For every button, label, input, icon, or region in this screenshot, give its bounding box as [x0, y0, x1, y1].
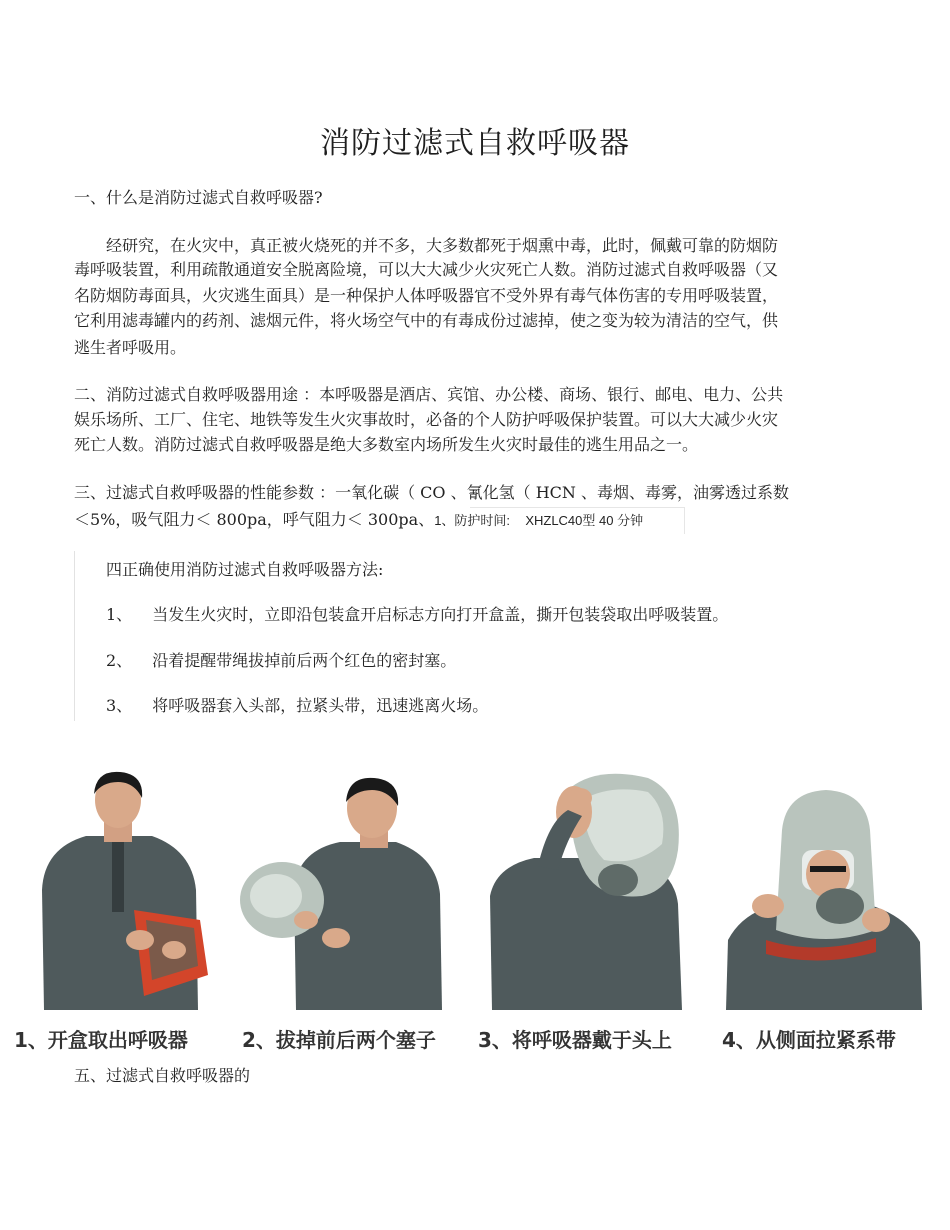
- photo-tighten-straps: [726, 770, 922, 1010]
- divider: [470, 507, 684, 508]
- step-item: [106, 649, 456, 673]
- photo-caption: 1、开盒取出呼吸器: [14, 1028, 188, 1052]
- step-number: 1、: [106, 605, 133, 624]
- protection-time-label: 1、防护时间:: [434, 513, 511, 528]
- section1-line: 毒呼吸装置，利用疏散通道安全脱离险境，可以大大减少火灾死亡人数。消防过滤式自救呼吸器（又: [74, 260, 779, 279]
- step-number: 3、: [106, 696, 133, 715]
- divider: [74, 551, 75, 721]
- step-number: 2、: [106, 651, 133, 670]
- section3-line: 三、过滤式自救呼吸器的性能参数 ：一氧化碳（ CO 、氰化氢（ HCN 、毒烟、毒雾，油雾透过系数: [74, 483, 789, 502]
- photo-put-on-hood: [478, 770, 690, 1010]
- protection-time-value: XHZLC40型 40 分钟: [525, 513, 644, 528]
- divider: [684, 507, 685, 534]
- step-text: 沿着提醒带绳拔掉前后两个红色的密封塞。: [152, 651, 457, 670]
- section1-heading: 一、什么是消防过滤式自救呼吸器?: [74, 188, 323, 207]
- usage-photo-strip: [0, 770, 950, 1020]
- step-text: 当发生火灾时，立即沿包装盒开启标志方向打开盒盖，撕开包装袋取出呼吸装置。: [152, 605, 729, 624]
- section1-line: 逃生者呼吸用。: [74, 338, 187, 357]
- step-text: 将呼吸器套入头部，拉紧头带，迅速逃离火场。: [152, 696, 489, 715]
- section3-params: ＜5%，吸气阻力＜ 800pa，呼气阻力＜ 300pa、: [74, 510, 435, 529]
- photo-caption: 3、将呼吸器戴于头上: [478, 1028, 672, 1052]
- photo-remove-plugs: [236, 770, 448, 1010]
- section1-line: 名防烟防毒面具，火灾逃生面具）是一种保护人体呼吸器官不受外界有毒气体伤害的专用呼吸装置，: [74, 286, 779, 305]
- step-item: [106, 694, 488, 718]
- photo-caption: 2、拔掉前后两个塞子: [242, 1028, 436, 1052]
- section1-line: 它利用滤毒罐内的药剂、滤烟元件，将火场空气中的有毒成份过滤掉，使之变为较为清洁的空气，供: [74, 311, 779, 330]
- section2-line: 二、消防过滤式自救呼吸器用途 ：本呼吸器是酒店、宾馆、办公楼、商场、银行、邮电、电力、公共: [74, 385, 784, 404]
- step-item: [106, 603, 728, 627]
- section1-line: 经研究，在火灾中，真正被火烧死的并不多，大多数都死于烟熏中毒，此时，佩戴可靠的防烟防: [106, 236, 779, 255]
- section3-line: [74, 508, 643, 533]
- page-title: 消防过滤式自救呼吸器: [320, 126, 630, 161]
- section4-heading: 四正确使用消防过滤式自救呼吸器方法:: [106, 560, 384, 579]
- photo-open-box: [24, 770, 214, 1010]
- photo-caption: 4、从侧面拉紧系带: [722, 1028, 896, 1052]
- section2-line: 娱乐场所、工厂、住宅、地铁等发生火灾事故时，必备的个人防护呼吸保护装置。可以大大减少火灾: [74, 410, 779, 429]
- section5-heading: 五、过滤式自救呼吸器的: [74, 1066, 251, 1085]
- section2-line: 死亡人数。消防过滤式自救呼吸器是绝大多数室内场所发生火灾时最佳的逃生用品之一。: [74, 435, 699, 454]
